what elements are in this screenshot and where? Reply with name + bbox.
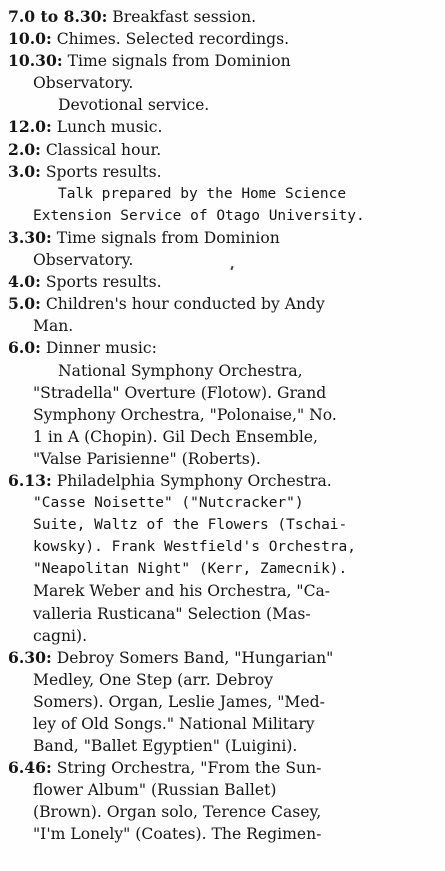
program-text: String Orchestra, "From the Sun- bbox=[56, 759, 322, 778]
schedule-line bbox=[8, 139, 436, 161]
schedule-line bbox=[8, 735, 436, 757]
schedule-line bbox=[8, 625, 436, 647]
program-text: Dinner music: bbox=[45, 339, 157, 358]
program-text: Somers). Organ, Leslie James, "Med- bbox=[33, 692, 325, 711]
program-text: Sports results. bbox=[45, 162, 162, 181]
program-text: National Symphony Orchestra, bbox=[58, 361, 303, 380]
time-label: 12.0: bbox=[8, 117, 52, 137]
schedule-line bbox=[8, 426, 436, 448]
program-text: "Stradella" Overture (Flotow). Grand bbox=[33, 383, 327, 402]
schedule-line bbox=[8, 757, 436, 779]
schedule-line bbox=[8, 536, 436, 558]
program-text: Philadelphia Symphony Orchestra. bbox=[56, 471, 332, 490]
time-label: 6.46: bbox=[8, 758, 52, 778]
time-label: 7.0 to 8.30: bbox=[8, 7, 108, 26]
schedule-line bbox=[8, 382, 436, 404]
schedule-line bbox=[8, 271, 436, 293]
time-label: 10.0: bbox=[8, 29, 52, 49]
program-text: Medley, One Step (arr. Debroy bbox=[33, 670, 274, 689]
program-text: Man. bbox=[33, 317, 74, 336]
schedule-line bbox=[8, 249, 436, 271]
program-text: Breakfast session. bbox=[112, 8, 257, 26]
program-text: kowsky). Frank Westfield's Orchestra, bbox=[33, 539, 357, 556]
schedule-line bbox=[8, 183, 436, 205]
schedule-line bbox=[8, 603, 436, 625]
program-text: Children's hour conducted by Andy bbox=[45, 295, 325, 314]
schedule-line bbox=[8, 293, 436, 315]
schedule-line bbox=[8, 647, 436, 669]
schedule-line bbox=[8, 580, 436, 602]
schedule-line bbox=[8, 823, 436, 845]
program-text: cagni). bbox=[33, 626, 88, 645]
program-text: "Casse Noisette" ("Nutcracker") bbox=[33, 495, 304, 512]
schedule-line bbox=[8, 315, 436, 337]
schedule-line bbox=[8, 669, 436, 691]
schedule-line bbox=[8, 116, 436, 138]
schedule-line bbox=[8, 94, 436, 116]
program-text: flower Album" (Russian Ballet) bbox=[33, 781, 277, 800]
schedule-line bbox=[8, 72, 436, 94]
program-text: Time signals from Dominion bbox=[67, 52, 291, 71]
schedule-line bbox=[8, 6, 436, 28]
schedule-line bbox=[8, 404, 436, 426]
schedule-line bbox=[8, 470, 436, 492]
program-text: Marek Weber and his Orchestra, "Ca- bbox=[33, 582, 331, 601]
program-text: Symphony Orchestra, "Polonaise," No. bbox=[33, 405, 337, 424]
time-label: 3.30: bbox=[8, 227, 52, 247]
time-label: 10.30: bbox=[8, 51, 63, 71]
program-text: Classical hour. bbox=[45, 140, 162, 159]
schedule-line bbox=[8, 779, 436, 801]
program-text: "Valse Parisienne" (Roberts). bbox=[33, 449, 261, 468]
program-text: Suite, Waltz of the Flowers (Tschai- bbox=[33, 517, 348, 534]
program-text: "I'm Lonely" (Coates). The Regimen- bbox=[33, 825, 322, 844]
schedule-line bbox=[8, 801, 436, 823]
schedule-line bbox=[8, 448, 436, 470]
program-text: Lunch music. bbox=[56, 118, 163, 137]
schedule-line bbox=[8, 50, 436, 72]
schedule-line bbox=[8, 28, 436, 50]
program-text: Time signals from Dominion bbox=[56, 228, 280, 247]
schedule-line bbox=[8, 205, 436, 227]
schedule-line bbox=[8, 713, 436, 735]
program-text: (Brown). Organ solo, Terence Casey, bbox=[33, 803, 322, 822]
program-text: Devotional service. bbox=[58, 96, 210, 115]
program-text: valleria Rusticana" Selection (Mas- bbox=[33, 604, 311, 623]
schedule-line bbox=[8, 492, 436, 514]
program-text: "Neapolitan Night" (Kerr, Zamecnik). bbox=[33, 561, 348, 578]
program-text: Observatory. bbox=[33, 74, 134, 93]
program-text: 1 in A (Chopin). Gil Dech Ensemble, bbox=[33, 427, 318, 446]
time-label: 6.30: bbox=[8, 647, 52, 667]
program-text: Sports results. bbox=[45, 273, 162, 292]
time-label: 6.0: bbox=[8, 338, 41, 358]
schedule-line bbox=[8, 514, 436, 536]
time-label: 3.0: bbox=[8, 161, 41, 181]
schedule-line bbox=[8, 558, 436, 580]
time-label: 5.0: bbox=[8, 294, 41, 314]
program-text: Chimes. Selected recordings. bbox=[56, 30, 290, 49]
time-label: 4.0: bbox=[8, 272, 41, 292]
program-text: Band, "Ballet Egyptien" (Luigini). bbox=[33, 737, 298, 756]
program-text: Observatory. bbox=[33, 251, 134, 270]
radio-program-schedule bbox=[8, 6, 436, 846]
time-label: 6.13: bbox=[8, 470, 52, 490]
schedule-line bbox=[8, 161, 436, 183]
program-text: Talk prepared by the Home Science bbox=[58, 185, 347, 202]
time-label: 2.0: bbox=[8, 139, 41, 159]
schedule-line bbox=[8, 337, 436, 359]
schedule-line bbox=[8, 227, 436, 249]
schedule-line bbox=[8, 691, 436, 713]
program-text: ley of Old Songs." National Military bbox=[33, 715, 315, 733]
program-text: Extension Service of Otago University. bbox=[33, 207, 365, 224]
schedule-line bbox=[8, 360, 436, 382]
program-text: Debroy Somers Band, "Hungarian" bbox=[56, 648, 334, 667]
